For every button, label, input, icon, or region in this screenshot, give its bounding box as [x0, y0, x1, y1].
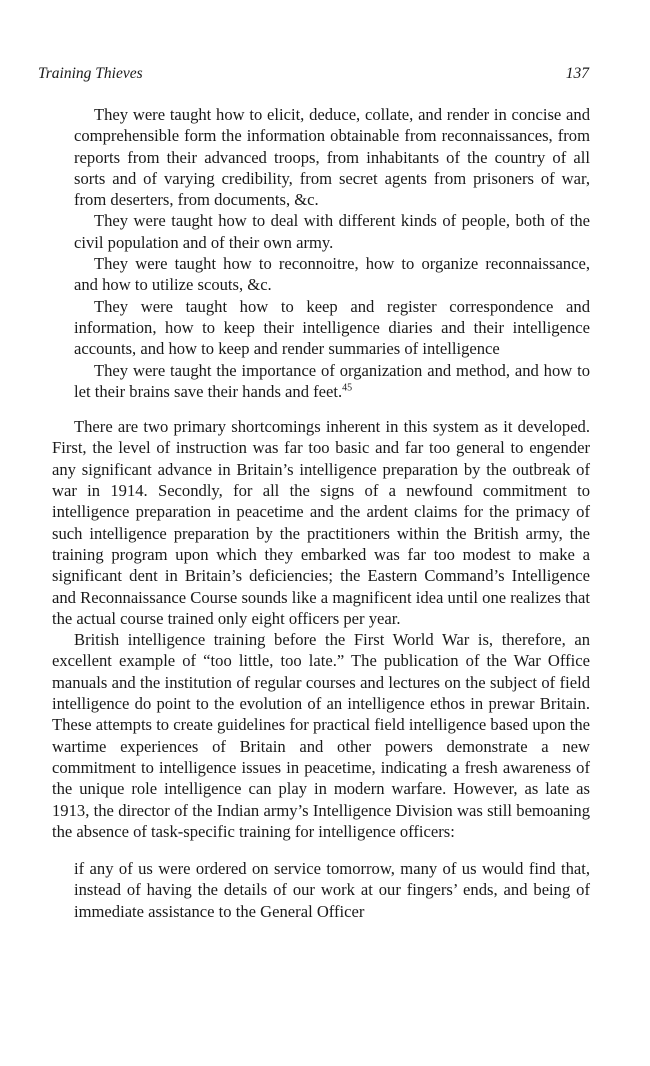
- page-number: 137: [565, 65, 589, 82]
- body-paragraph: There are two primary shortcomings inherent in this system as it developed. First, the level of instruction was far too basic and far too general to engender any significant advance in Britain’s intelligence preparation by the outbreak of war in 1914. Secondly, for all the signs of a newfound commitment to intelligence preparation in peacetime and the ardent claims for the primacy of such intelligence preparation by the practitioners within the British army, the training program upon which they embarked was far too modest to make a significant dent in Britain’s deficiencies; the Eastern Command’s Intelligence and Reconnaissance Course sounds like a magnificent idea until one realizes that the actual course trained only eight officers per year.: [52, 417, 590, 628]
- body-paragraph: British intelligence training before the First World War is, therefore, an excellent example of “too little, too late.” The publication of the War Office manuals and the institution of regular courses and lectures on the subject of field intelligence do point to the evolution of an intelligence ethos in prewar Britain. These attempts to create guidelines for practical field intelligence based upon the wartime experiences of Britain and other powers demonstrate a new commitment to intelligence issues in peacetime, indicating a fresh awareness of the unique role intelligence can play in modern warfare. However, as late as 1913, the director of the Indian army’s Intelligence Division was still bemoaning the absence of task-specific training for intelligence officers:: [52, 630, 590, 841]
- quote-paragraph: They were taught how to keep and register correspondence and information, how to keep their intelligence diaries and their intelligence accounts, and how to keep and render summaries of intelligence: [74, 296, 590, 359]
- quote-paragraph: They were taught how to elicit, deduce, collate, and render in concise and comprehensible form the information obtainable from reconnaissances, from reports from their advanced troops, from inhabitants of the country of all sorts and of varying credibility, from secret agents from prisoners of war, from deserters, from documents, &c.: [74, 105, 590, 210]
- quote-paragraph: They were taught how to deal with different kinds of people, both of the civil population and of their own army.: [74, 211, 590, 252]
- body-text: [52, 416, 590, 842]
- footnote-reference: 45: [342, 382, 353, 394]
- main-text: [52, 104, 590, 922]
- quote-paragraph-last: [74, 360, 590, 403]
- quote-paragraph: if any of us were ordered on service tomorrow, many of us would find that, instead of having the details of our work at our fingers’ ends, and being of immediate assistance to the General Officer: [74, 859, 590, 921]
- block-quote-indian-army: [74, 858, 590, 922]
- quote-last-text: They were taught the importance of organization and method, and how to let their brains save their hands and feet.: [74, 360, 590, 401]
- running-head-title: Training Thieves: [38, 65, 143, 82]
- block-quote-training-list: [74, 104, 590, 402]
- quote-paragraph: They were taught how to reconnoitre, how to organize reconnaissance, and how to utilize scouts, &c.: [74, 254, 590, 295]
